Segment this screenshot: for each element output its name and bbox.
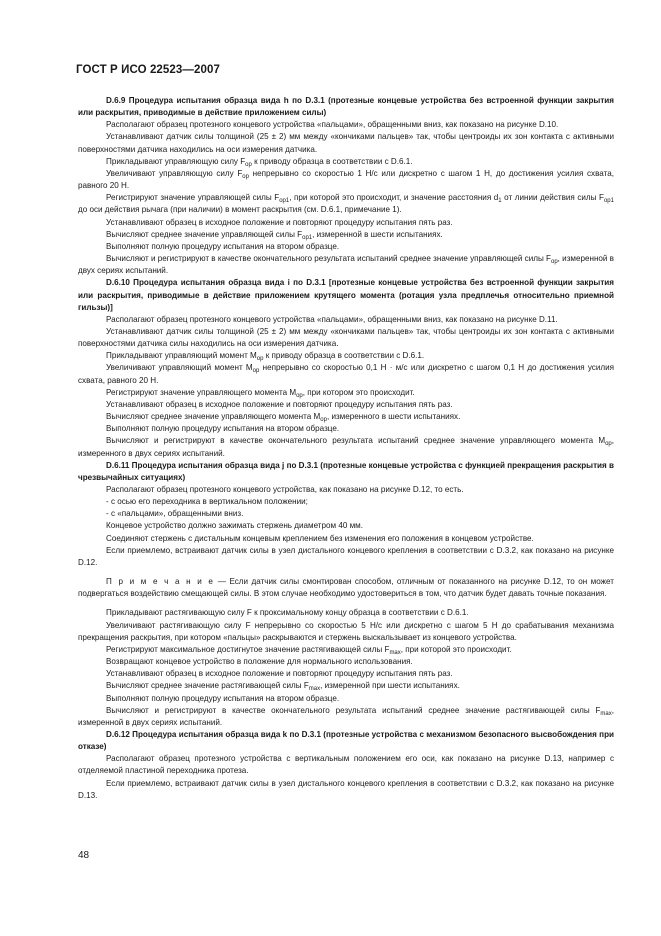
paragraph: Увеличивают управляющую силу $F_{op}$ непрерывно со скоростью 1 Н/с или дискретно с шагом 1 Н, до достижения усилия схвата, равного 20 Н. [78,168,614,191]
paragraph: Вычисляют и регистрируют в качестве окончательного результата испытаний среднее значение управляющего момента $M_{op}$, измеренного в двух сериях испытаний. [78,436,614,458]
paragraph: Возвращают концевое устройство в положение для нормального использования. [106,657,413,667]
paragraph: Увеличивают управляющий момент $M_{op}$ непрерывно со скоростью 0,1 Н · м/с или дискретно с шагом 0,1 Н до достижения усилия схвата, равного 20 Н. [78,363,614,385]
paragraph: Соединяют стержень с дистальным концевым креплением без изменения его положения в концевом устройстве. [106,533,534,543]
paragraph: Увеличивают растягивающую силу F непрерывно со скоростью 5 Н/с или дискретно с шагом 5 Н до срабатывания механизма прекращения раскрытия, при котором «пальцы» раскрываются и стержень выскальзывает из концевого устройства. [78,620,614,642]
section-heading-d-6-10: D.6.10 Процедура испытания образца вида i по D.3.1 [протезные концевые устройства без встроенной функции закрытия или раскрытия, приводимые в действие приложением крутящего момента (ротация узла предплечья относительно приемной гильзы)] [78,278,614,312]
paragraph: Если приемлемо, встраивают датчик силы в узел дистального концевого крепления в соответствии с D.3.2, как показано на рисунке D.12. [78,545,614,567]
paragraph: Выполняют полную процедуру испытания на втором образце. [106,424,340,434]
paragraph: Располагают образец протезного концевого устройства «пальцами», обращенными вниз, как показано на рисунке D.11. [106,314,558,324]
paragraph: Устанавливают датчик силы толщиной (25 ± 2) мм между «кончиками пальцев» так, чтобы центроиды их зон контакта с активными поверхностями датчика находились на оси измерения датчика. [78,132,614,154]
paragraph: Вычисляют среднее значение растягивающей силы $F_{max}$, измеренной при шести испытаниях. [106,681,460,693]
paragraph: Прикладывают растягивающую силу F к проксимальному концу образца в соответствии с D.6.1. [106,608,469,618]
paragraph: Устанавливают образец в исходное положение и повторяют процедуру испытания пять раз. [106,399,453,409]
note: П р и м е ч а н и е — Если датчик силы смонтирован способом, отличным от показанного на рисунке D.12, то он может подвергаться воздействию смещающей силы. В этом случае необходимо удостовериться в том, что датчик будет давать точные показания. [78,577,614,599]
paragraph: Устанавливают образец в исходное положение и повторяют процедуру испытания пять раз. [106,669,453,679]
paragraph: Вычисляют среднее значение управляющего момента $M_{op}$, измеренного в шести испытаниях. [106,412,461,424]
paragraph: Вычисляют и регистрируют в качестве окончательного результата испытаний среднее значение управляющей силы $F_{op}$, измеренной в двух сериях испытаний. [78,254,614,276]
paragraph: Устанавливают датчик силы толщиной (25 ± 2) мм между «кончиками пальцев» так, чтобы центроиды их зон контакта с активными поверхностями датчика силы находились на оси измерения датчика. [78,326,614,349]
paragraph: Если приемлемо, встраивают датчик силы в узел дистального концевого крепления в соответствии с D.3.2, как показано на рисунке D.13. [78,778,614,800]
paragraph: Выполняют полную процедуру испытания на втором образце. [106,241,340,251]
paragraph: Регистрируют максимальное достигнутое значение растягивающей силы $F_{max}$, при которой это происходит. [106,644,512,656]
paragraph: Вычисляют и регистрируют в качестве окончательного результата испытаний среднее значение растягивающей силы $F_{max}$, измеренной в двух сериях испытаний. [78,705,614,727]
paragraph: Регистрируют значение управляющего момента $M_{op}$, при котором это происходит. [106,387,415,399]
document-body [78,95,614,802]
paragraph: Располагают образец протезного концевого устройства «пальцами», обращенными вниз, как показано на рисунке D.10. [106,120,559,130]
page-number: 48 [78,850,90,861]
paragraph: Располагают образец протезного устройства с вертикальным положением его оси, как показано на рисунке D.13, например с отделяемой пластиной переходника протеза. [78,754,614,776]
paragraph: Располагают образец протезного концевого устройства, как показано на рисунке D.12, то есть. [106,485,464,494]
paragraph: Регистрируют значение управляющей силы $F_{op1}$, при которой это происходит, и значение расстояния $d_1$ от линии действия силы $F_{op1}$ до оси действия рычага (при наличии) в момент раскрытия (см. D.6.1, примечание 1). [78,193,614,215]
paragraph: Прикладывают управляющий момент $M_{op}$ к приводу образца в соответствии с D.6.1. [106,351,425,363]
section-heading-d-6-12: D.6.12 Процедура испытания образца вида k по D.3.1 (протезные устройства с механизмом безопасного высвобождения при отказе) [78,729,614,752]
paragraph: Устанавливают образец в исходное положение и повторяют процедуру испытания пять раз. [106,217,453,227]
note-label: П р и м е ч а н и е [106,577,215,587]
paragraph: Прикладывают управляющую силу $F_{op}$ к приводу образца в соответствии с D.6.1. [106,156,413,168]
list-item: - с «пальцами», обращенными вниз. [106,509,244,519]
paragraph: Вычисляют среднее значение управляющей силы $F_{op1}$, измеренной в шести испытаниях. [106,229,443,241]
page-header: ГОСТ Р ИСО 22523—2007 [76,64,221,76]
paragraph: Концевое устройство должно зажимать стержень диаметром 40 мм. [106,521,363,531]
section-heading-d-6-9: D.6.9 Процедура испытания образца вида h по D.3.1 (протезные концевые устройства без встроенной функции закрытия или раскрытия, приводимые в действие приложением силы) [78,96,614,118]
section-heading-d-6-11: D.6.11 Процедура испытания образца вида j по D.3.1 (протезные концевые устройства с функцией прекращения раскрытия в чрезвычайных ситуациях) [78,460,614,482]
list-item: - с осью его переходника в вертикальном положении; [106,497,308,507]
paragraph: Выполняют полную процедуру испытания на втором образце. [106,693,340,703]
